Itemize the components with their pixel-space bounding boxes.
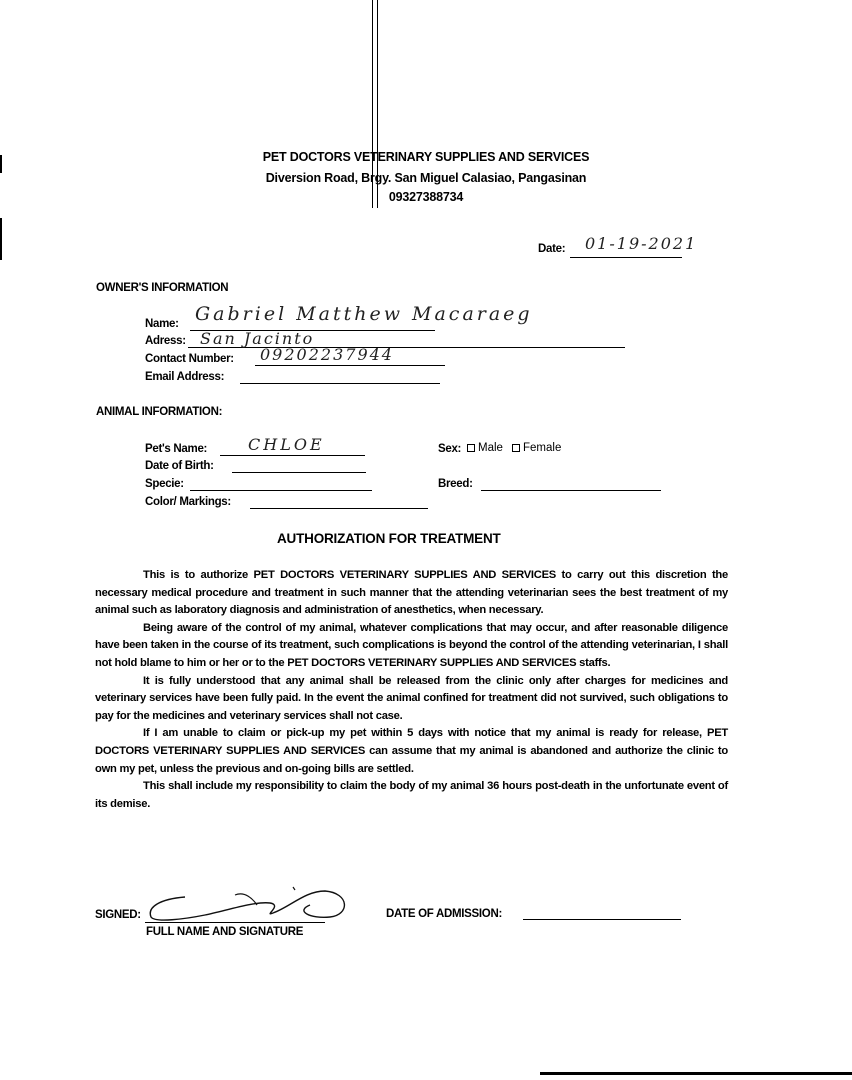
owner-address-label: Adress: (145, 335, 186, 347)
color-markings-line (250, 508, 428, 509)
authorization-paragraph-3: It is fully understood that any animal shall be released from the clinic only after charges for medicines and veterinary services have been fully paid. In the event the animal confined for treatment did not survived, such obligations to pay for the medicines and veterinary services shall not case. (95, 674, 728, 722)
specie-line (190, 490, 372, 491)
contact-number-line (255, 365, 445, 366)
signed-label: SIGNED: (95, 909, 141, 921)
sex-female-option (512, 442, 561, 454)
breed-label: Breed: (438, 478, 473, 490)
dob-line (232, 472, 366, 473)
owner-name-value: Gabriel Matthew Macaraeg (195, 303, 533, 325)
animal-heading: ANIMAL INFORMATION: (96, 406, 223, 418)
authorization-title: AUTHORIZATION FOR TREATMENT (277, 531, 501, 546)
scan-artifact-line (0, 218, 2, 260)
date-label: Date: (538, 243, 566, 255)
date-field-line (570, 257, 682, 258)
clinic-phone: 09327388734 (388, 190, 464, 204)
sex-male-option (467, 442, 503, 454)
authorization-paragraph-2: Being aware of the control of my animal, whatever complications that may occur, and after reasonable diligence have been taken in the course of its treatment, such complications is beyond the control of the attending veterinarian, I shall not hold blame to him or her or to the PET DOCTORS VETERINARY SUPPLIES AND SERVICES staffs. (95, 621, 728, 669)
owner-heading: OWNER'S INFORMATION (96, 282, 229, 294)
owner-address-value: San Jacinto (200, 329, 315, 348)
email-line (240, 383, 440, 384)
date-value: 01-19-2021 (585, 234, 698, 253)
sex-label: Sex: (438, 443, 462, 455)
pet-name-label: Pet's Name: (145, 443, 208, 455)
contact-number-label: Contact Number: (145, 353, 234, 365)
authorization-paragraph-1: This is to authorize PET DOCTORS VETERINARY SUPPLIES AND SERVICES to carry out this discretion the necessary medical procedure and treatment in such manner that the attending veterinarian sees the best treatment of my animal such as laboratory diagnosis and administration of anesthetics, when necessary. (95, 569, 728, 617)
sex-female-checkbox (512, 444, 520, 452)
pet-name-line (220, 455, 365, 456)
scan-artifact-line (540, 1072, 852, 1075)
sex-male-label: Male (478, 442, 503, 454)
authorization-paragraph-5: This shall include my responsibility to claim the body of my animal 36 hours post-death in the unfortunate event of its demise. (95, 780, 728, 810)
clinic-name: PET DOCTORS VETERINARY SUPPLIES AND SERVICES (262, 150, 590, 164)
sex-female-label: Female (523, 442, 562, 454)
owner-name-label: Name: (145, 318, 179, 330)
dob-label: Date of Birth: (145, 460, 214, 472)
breed-line (481, 490, 661, 491)
date-of-admission-label: DATE OF ADMISSION: (386, 908, 502, 920)
authorization-body (95, 567, 728, 813)
specie-label: Specie: (145, 478, 184, 490)
color-markings-label: Color/ Markings: (145, 496, 231, 508)
signature-image (145, 885, 355, 930)
signature-caption: FULL NAME AND SIGNATURE (146, 926, 304, 938)
contact-number-value: 09202237944 (260, 345, 394, 364)
date-of-admission-line (523, 919, 681, 920)
clinic-address: Diversion Road, Brgy. San Miguel Calasiao, Pangasinan (265, 171, 587, 185)
email-label: Email Address: (145, 371, 225, 383)
authorization-paragraph-4: If I am unable to claim or pick-up my pet within 5 days with notice that my animal is ready for release, PET DOCTORS VETERINARY SUPPLIES AND SERVICES can assume that my animal is abandoned and authorize the clinic to own my pet, unless the previous and on-going bills are settled. (95, 727, 728, 775)
sex-male-checkbox (467, 444, 475, 452)
pet-name-value: CHLOE (248, 435, 325, 454)
